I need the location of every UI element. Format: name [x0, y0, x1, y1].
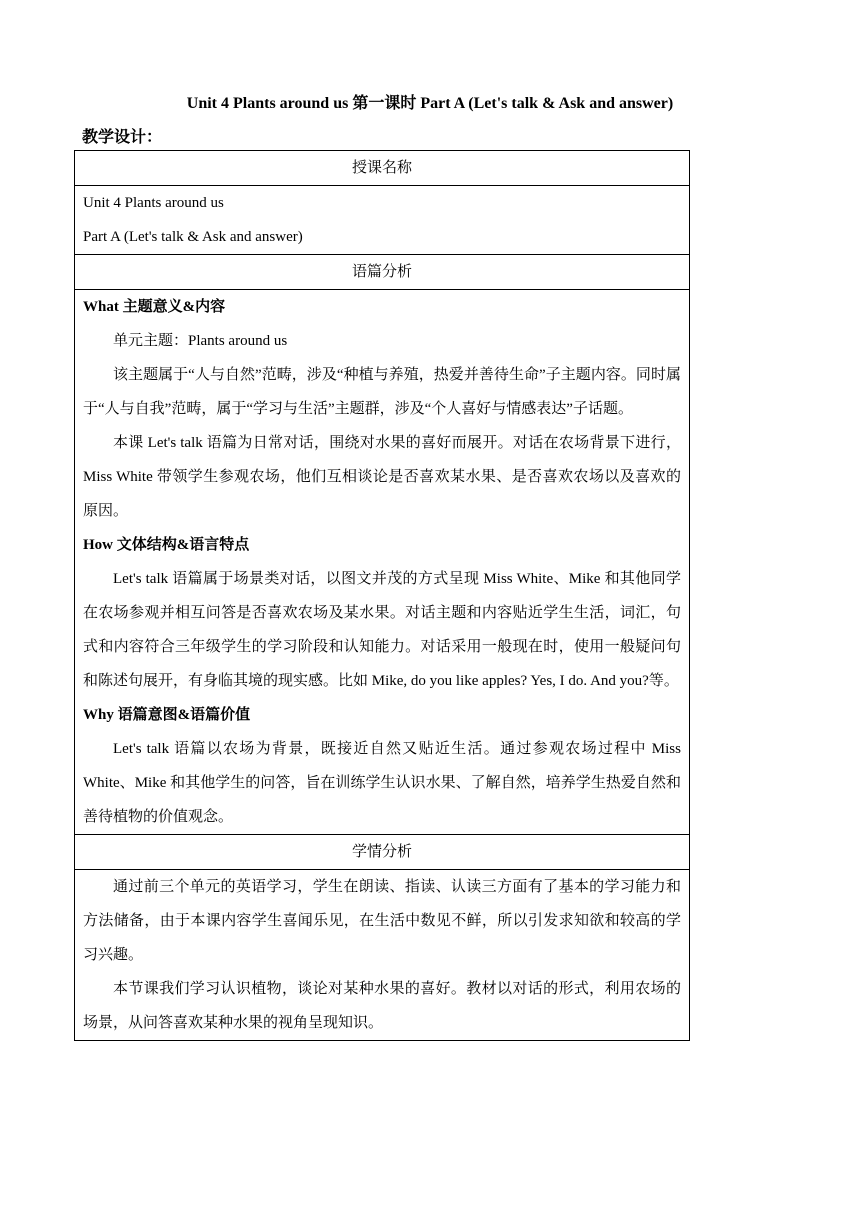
why-paragraph: Let's talk 语篇以农场为背景，既接近自然又贴近生活。通过参观农场过程中 Miss White、Mike 和其他学生的问答，旨在训练学生认识水果、了解自然，培养学生热爱自然和善待植物的价值观念。 — [83, 741, 681, 825]
table-row — [75, 255, 690, 290]
text-analysis-cell — [75, 290, 690, 835]
why-heading: Why 语篇意图&语篇价值 — [83, 707, 251, 723]
what-paragraph: 本课 Let's talk 语篇为日常对话，围绕对水果的喜好而展开。对话在农场背景下进行，Miss White 带领学生参观农场，他们互相谈论是否喜欢某水果、是否喜欢农场以及喜欢的原因。 — [83, 435, 681, 519]
lesson-design-table — [74, 150, 690, 1041]
student-paragraph: 本节课我们学习认识植物，谈论对某种水果的喜好。教材以对话的形式，利用农场的场景，从问答喜欢某种水果的视角呈现知识。 — [83, 981, 681, 1031]
course-name-header: 授课名称 — [75, 151, 690, 186]
how-heading: How 文体结构&语言特点 — [83, 537, 250, 553]
what-paragraph: 该主题属于“人与自然”范畴，涉及“种植与养殖，热爱并善待生命”子主题内容。同时属于“人与自我”范畴，属于“学习与生活”主题群，涉及“个人喜好与情感表达”子话题。 — [83, 367, 681, 417]
table-row — [75, 870, 690, 1041]
table-row — [75, 151, 690, 186]
student-paragraph: 通过前三个单元的英语学习，学生在朗读、指读、认读三方面有了基本的学习能力和方法储备，由于本课内容学生喜闻乐见，在生活中数见不鲜，所以引发求知欲和较高的学习兴趣。 — [83, 879, 681, 963]
what-heading: What 主题意义&内容 — [83, 299, 226, 315]
course-name-line: Part A (Let's talk & Ask and answer) — [83, 229, 303, 245]
course-name-cell — [75, 186, 690, 255]
text-analysis-header: 语篇分析 — [75, 255, 690, 290]
student-analysis-cell — [75, 870, 690, 1041]
table-row — [75, 290, 690, 835]
what-paragraph: 单元主题：Plants around us — [113, 333, 288, 349]
table-row — [75, 835, 690, 870]
document-subtitle: 教学设计： — [82, 129, 163, 146]
course-name-line: Unit 4 Plants around us — [83, 195, 224, 211]
how-paragraph: Let's talk 语篇属于场景类对话，以图文并茂的方式呈现 Miss White、Mike 和其他同学在农场参观并相互问答是否喜欢农场及某水果。对话主题和内容贴近学生生活，词汇，句式和内容符合三年级学生的学习阶段和认知能力。对话采用一般现在时，使用一般疑问句和陈述句展开，有身临其境的现实感。比如 Mike, do you like apples? Yes, I do. And you?等。 — [83, 571, 681, 689]
document-title: Unit 4 Plants around us 第一课时 Part A (Let's talk & Ask and answer) — [186, 95, 674, 112]
table-row — [75, 186, 690, 255]
student-analysis-header: 学情分析 — [75, 835, 690, 870]
